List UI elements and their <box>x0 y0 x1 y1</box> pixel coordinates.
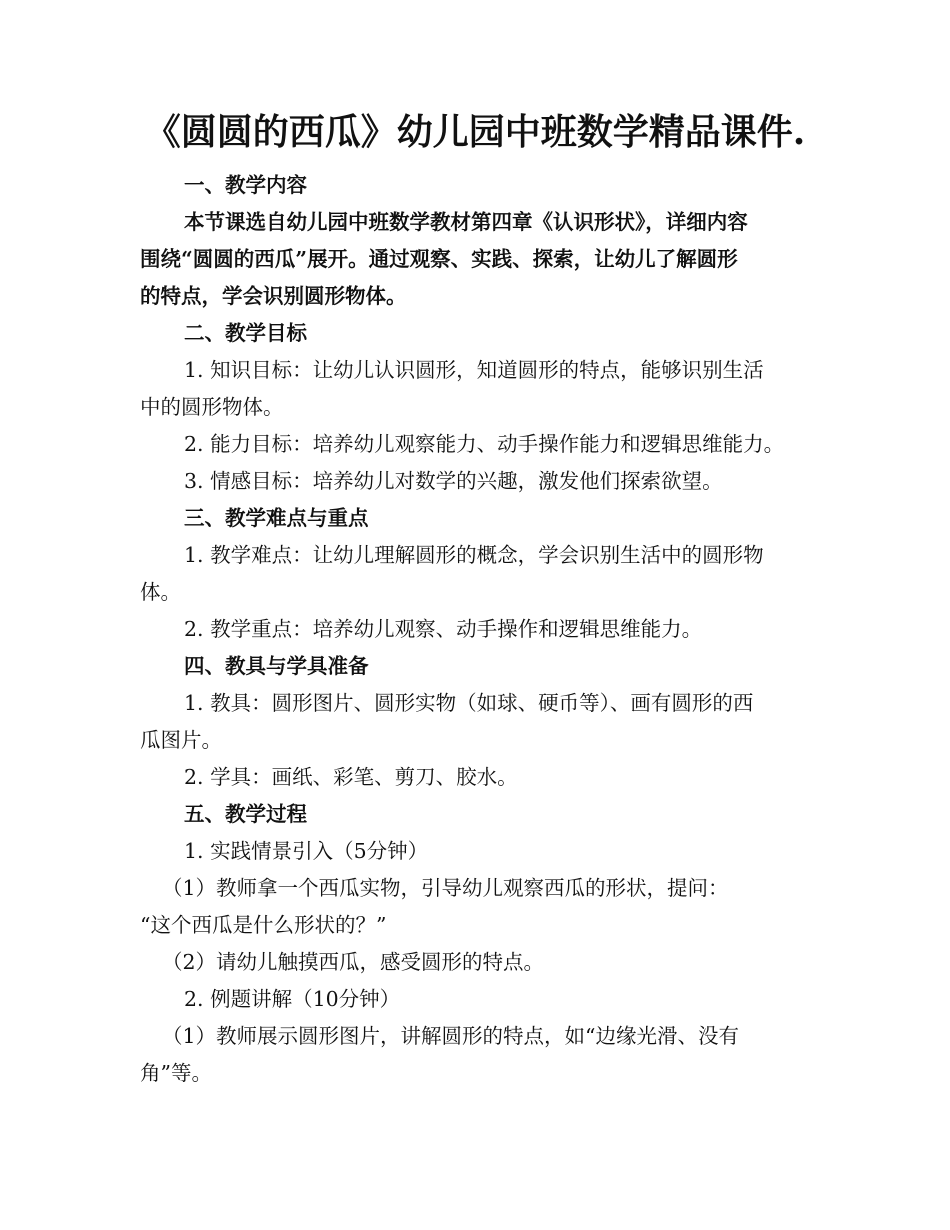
section-heading-materials: 四、教具与学具准备 <box>184 654 369 678</box>
section-heading-goals: 二、教学目标 <box>184 321 307 345</box>
paragraph-line: 1. 教学难点：让幼儿理解圆形的概念，学会识别生活中的圆形物 <box>184 543 764 567</box>
section-heading-difficulties: 三、教学难点与重点 <box>184 506 369 530</box>
paragraph-line: 2. 能力目标：培养幼儿观察能力、动手操作能力和逻辑思维能力。 <box>184 432 785 456</box>
paragraph-line: （2）请幼儿触摸西瓜，感受圆形的特点。 <box>162 950 545 974</box>
section-heading-content: 一、教学内容 <box>184 173 307 197</box>
paragraph-line: 2. 例题讲解（10分钟） <box>184 987 401 1011</box>
paragraph-line: 3. 情感目标：培养幼儿对数学的兴趣，激发他们探索欲望。 <box>184 469 723 493</box>
paragraph-line: 1. 教具：圆形图片、圆形实物（如球、硬币等）、画有圆形的西 <box>184 691 754 715</box>
paragraph-line: 中的圆形物体。 <box>140 395 284 419</box>
paragraph-line: 的特点，学会识别圆形物体。 <box>140 284 407 308</box>
paragraph-line: 1. 知识目标：让幼儿认识圆形，知道圆形的特点，能够识别生活 <box>184 358 764 382</box>
paragraph-line: “这个西瓜是什么形状的？” <box>140 913 387 937</box>
paragraph-line: 瓜图片。 <box>140 728 222 752</box>
document-title: 《圆圆的西瓜》幼儿园中班数学精品课件. <box>144 111 806 153</box>
paragraph-line: 2. 学具：画纸、彩笔、剪刀、胶水。 <box>184 765 518 789</box>
paragraph-line: 围绕“圆圆的西瓜”展开。通过观察、实践、探索，让幼儿了解圆形 <box>140 247 738 271</box>
paragraph-line: （1）教师拿一个西瓜实物，引导幼儿观察西瓜的形状，提问： <box>162 876 729 900</box>
section-heading-process: 五、教学过程 <box>184 802 307 826</box>
paragraph-line: 2. 教学重点：培养幼儿观察、动手操作和逻辑思维能力。 <box>184 617 703 641</box>
paragraph-line: 本节课选自幼儿园中班数学教材第四章《认识形状》，详细内容 <box>184 210 748 234</box>
paragraph-line: （1）教师展示圆形图片，讲解圆形的特点，如“边缘光滑、没有 <box>162 1024 740 1048</box>
paragraph-line: 1. 实践情景引入（5分钟） <box>184 839 429 863</box>
paragraph-line: 体。 <box>140 580 181 604</box>
paragraph-line: 角”等。 <box>140 1061 212 1085</box>
